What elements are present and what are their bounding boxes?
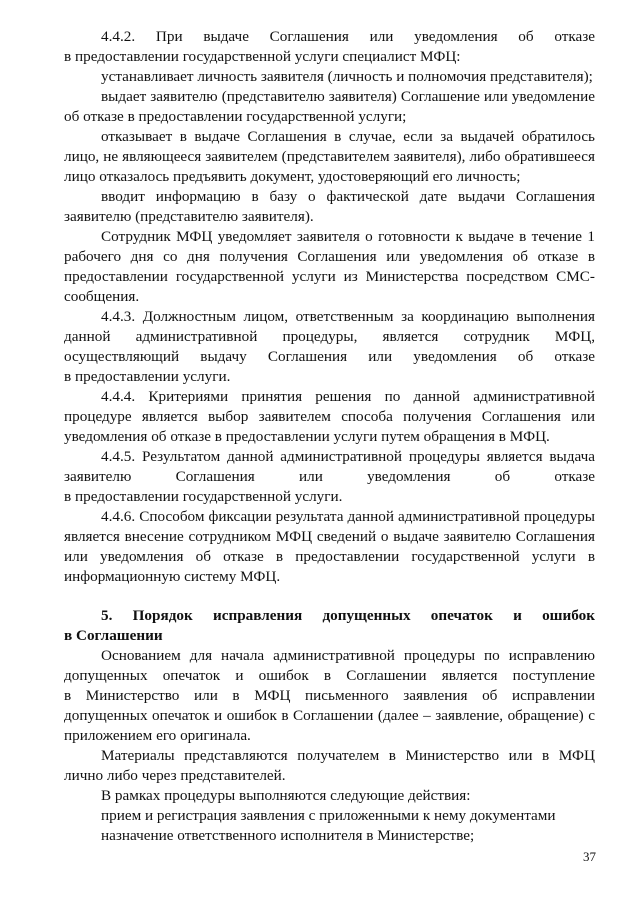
page-number: 37 xyxy=(583,849,596,864)
paragraph-identity: устанавливает личность заявителя (личность и полномочия представителя); xyxy=(101,68,593,85)
paragraph-actions-intro: В рамках процедуры выполняются следующие действия: xyxy=(101,787,471,804)
paragraph-notify: Сотрудник МФЦ уведомляет заявителя о готовности к выдаче в течение 1 рабочего дня со дня получения Соглашения или уведомления об отказе в предоставлении государственной услуги из Министерства посредством СМС-сообщения. xyxy=(64,228,595,305)
paragraph-enter-info: вводит информацию в базу о фактической дате выдачи Соглашения заявителю (представителю заявителя). xyxy=(64,188,595,225)
paragraph-issue: выдает заявителю (представителю заявителя) Соглашение или уведомление об отказе в предоставлении государственной услуги; xyxy=(64,88,595,125)
paragraph-4-4-3-line1: 4.4.3. Должностным лицом, ответственным за координацию выполнения данной административной процедуры, является сотрудник МФЦ, осуществляющий выдачу Соглашения или уведомления об отказе xyxy=(64,308,595,365)
paragraph-4-4-3-line2: в предоставлении услуги. xyxy=(64,368,231,385)
paragraph-4-4-5-line2: в предоставлении государственной услуги. xyxy=(64,488,343,505)
paragraph-action-receive: прием и регистрация заявления с приложенными к нему документами xyxy=(101,807,556,824)
section-gap xyxy=(64,587,595,606)
section-heading-line1: 5. Порядок исправления допущенных опечаток и ошибок xyxy=(101,607,595,624)
paragraph-materials: Материалы представляются получателем в Министерство или в МФЦ лично либо через представителей. xyxy=(64,747,595,784)
paragraph-4-4-2-line2: в предоставлении государственной услуги специалист МФЦ: xyxy=(64,48,461,65)
document-page xyxy=(64,27,595,846)
paragraph-4-4-2-line1: 4.4.2. При выдаче Соглашения или уведомления об отказе xyxy=(101,28,595,45)
paragraph-4-4-4: 4.4.4. Критериями принятия решения по данной административной процедуре является выбор заявителем способа получения Соглашения или уведомления об отказе в предоставлении услуги путем обращения в МФЦ. xyxy=(64,388,595,445)
paragraph-action-assign: назначение ответственного исполнителя в Министерстве; xyxy=(101,827,475,844)
paragraph-basis-line1: Основанием для начала административной процедуры по исправлению допущенных опечаток и ошибок в Соглашении является поступление xyxy=(64,647,595,684)
paragraph-refuse: отказывает в выдаче Соглашения в случае, если за выдачей обратилось лицо, не являющееся заявителем (представителем заявителя), либо обратившееся лицо отказалось предъявить документ, удостоверяющий его личность; xyxy=(64,128,595,185)
section-heading-line2: в Соглашении xyxy=(64,627,163,644)
paragraph-4-4-5-line1: 4.4.5. Результатом данной административной процедуры является выдача заявителю Соглашения или уведомления об отказе xyxy=(64,448,595,485)
paragraph-4-4-6: 4.4.6. Способом фиксации результата данной административной процедуры является внесение сотрудником МФЦ сведений о выдаче заявителю Соглашения или уведомления об отказе в предоставлении государственной услуги в информационную систему МФЦ. xyxy=(64,508,595,585)
paragraph-basis-line2: в Министерство или в МФЦ письменного заявления об исправлении допущенных опечаток и ошибок в Соглашении (далее – заявление, обращение) с приложением его оригинала. xyxy=(64,687,595,744)
